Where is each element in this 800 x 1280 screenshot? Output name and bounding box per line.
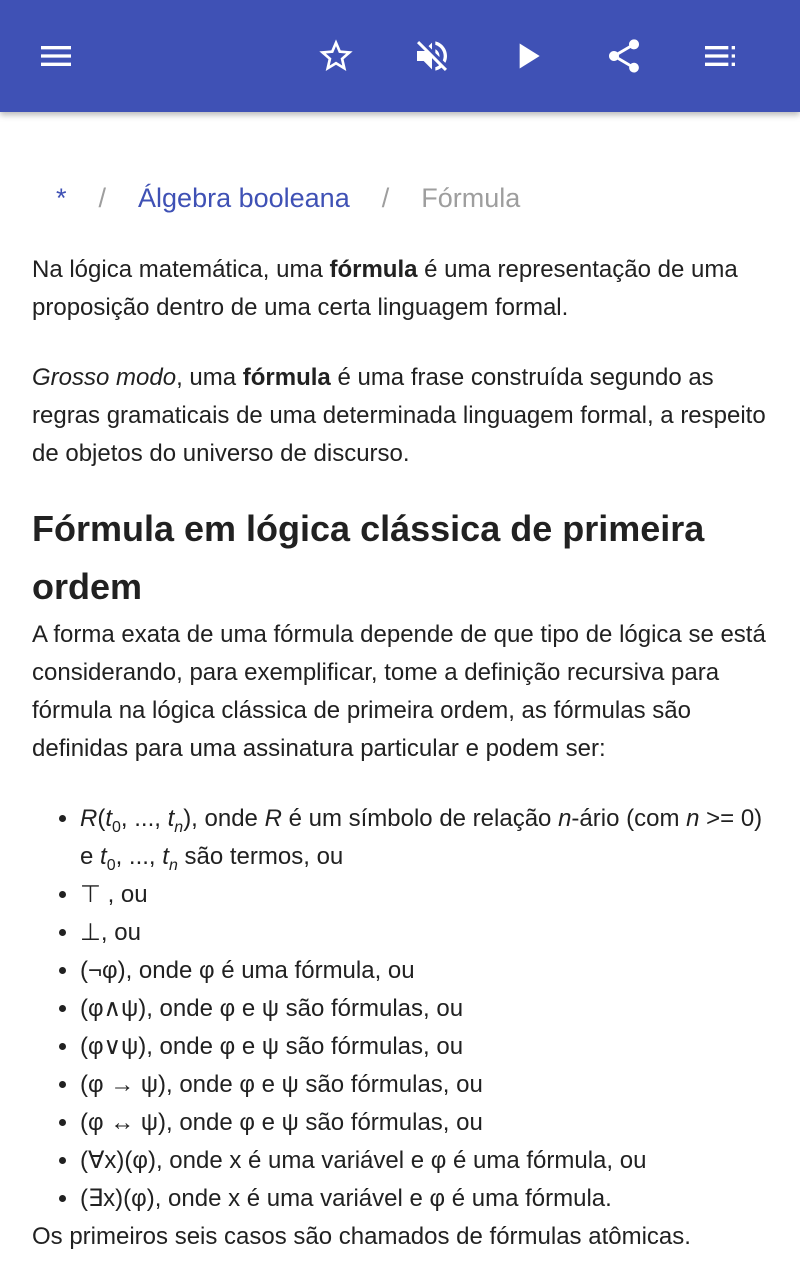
article-content: [32, 112, 772, 1256]
play-icon: [508, 36, 548, 76]
breadcrumb-current: Fórmula: [421, 183, 521, 213]
list-item: • ⊥, ou: [80, 914, 772, 952]
list-item: • (¬φ), onde φ é uma fórmula, ou: [80, 952, 772, 990]
app-bar: [0, 0, 800, 112]
atomic-formulas-paragraph: Os primeiros seis casos são chamados de fórmulas atômicas.: [32, 1223, 691, 1250]
section-paragraph: A forma exata de uma fórmula depende de que tipo de lógica se está considerando, para exemplificar, tome a definição recursiva para fórmula na lógica clássica de primeira ordem, as fórmulas são definidas para uma assinatura particular e podem ser:: [32, 621, 766, 762]
menu-button[interactable]: [22, 22, 90, 90]
list-item: • ⊤ , ou: [80, 876, 772, 914]
breadcrumb: [32, 178, 772, 218]
contents-button[interactable]: [686, 22, 754, 90]
breadcrumb-home-link[interactable]: *: [56, 183, 67, 213]
share-button[interactable]: [590, 22, 658, 90]
list-item: • (φ∧ψ), onde φ e ψ são fórmulas, ou: [80, 990, 772, 1028]
list-item: • (∀x)(φ), onde x é uma variável e φ é uma fórmula, ou: [80, 1142, 772, 1180]
formula-list: [32, 800, 772, 1218]
definition-paragraph: Grosso modo, uma fórmula é uma frase construída segundo as regras gramaticais de uma determinada linguagem formal, a respeito de objetos do universo de discurso.: [32, 364, 766, 467]
list-item: • (∃x)(φ), onde x é uma variável e φ é uma fórmula.: [80, 1180, 772, 1218]
section-heading: Fórmula em lógica clássica de primeira ordem: [32, 508, 705, 607]
list-item: • (φ ↔ ψ), onde φ e ψ são fórmulas, ou: [80, 1104, 772, 1142]
breadcrumb-parent-link[interactable]: Álgebra booleana: [138, 183, 350, 213]
hamburger-menu-icon: [36, 36, 76, 76]
bold-term: fórmula: [242, 364, 331, 391]
share-icon: [604, 36, 644, 76]
play-button[interactable]: [494, 22, 562, 90]
star-outline-icon: [316, 36, 356, 76]
bold-term: fórmula: [329, 256, 418, 283]
table-of-contents-icon: [700, 36, 740, 76]
list-item: • (φ → ψ), onde φ e ψ são fórmulas, ou: [80, 1066, 772, 1104]
breadcrumb-separator: /: [381, 183, 390, 213]
mute-button[interactable]: [398, 22, 466, 90]
intro-paragraph: Na lógica matemática, uma fórmula é uma representação de uma proposição dentro de uma certa linguagem formal.: [32, 256, 738, 321]
list-item: • (φ∨ψ), onde φ e ψ são fórmulas, ou: [80, 1028, 772, 1066]
bookmark-button[interactable]: [302, 22, 370, 90]
breadcrumb-separator: /: [98, 183, 107, 213]
volume-off-icon: [412, 36, 452, 76]
italic-phrase: Grosso modo: [32, 364, 177, 391]
list-item: • $R(t_0$, ..., $t_n$), onde R é um símbolo de relação n-ário (com n >= 0) e $t_0$, ..., $t_n$ são termos, ou: [80, 800, 772, 876]
